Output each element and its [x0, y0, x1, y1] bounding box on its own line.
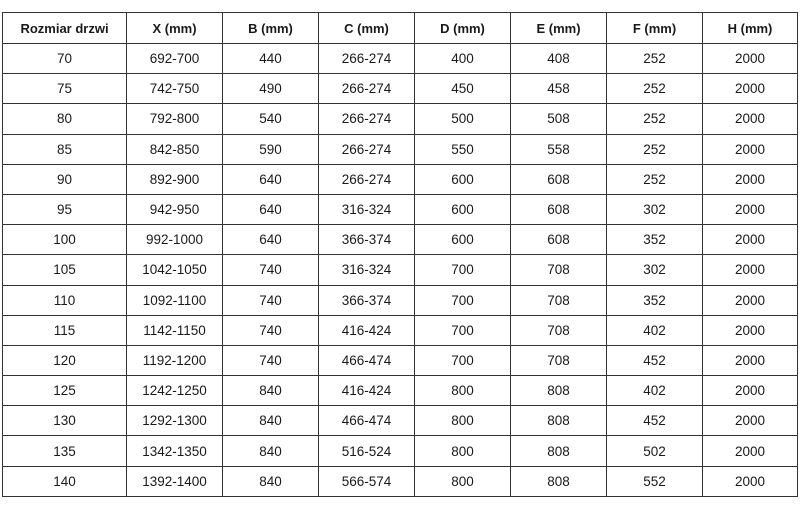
header-cell-1: X (mm)	[127, 13, 223, 44]
table-cell: 100	[3, 225, 127, 255]
table-cell: 800	[415, 376, 511, 406]
table-cell: 302	[607, 194, 703, 224]
table-cell: 740	[223, 345, 319, 375]
table-cell: 608	[511, 194, 607, 224]
table-cell: 708	[511, 255, 607, 285]
table-cell: 742-750	[127, 74, 223, 104]
table-cell: 70	[3, 44, 127, 74]
table-row	[3, 74, 798, 104]
table-cell: 130	[3, 406, 127, 436]
table-cell: 302	[607, 255, 703, 285]
table-head	[3, 13, 798, 44]
table-cell: 540	[223, 104, 319, 134]
table-cell: 266-274	[319, 134, 415, 164]
table-cell: 516-524	[319, 436, 415, 466]
table-cell: 550	[415, 134, 511, 164]
table-cell: 352	[607, 285, 703, 315]
table-cell: 708	[511, 315, 607, 345]
table-cell: 508	[511, 104, 607, 134]
table-cell: 608	[511, 164, 607, 194]
table-cell: 2000	[703, 466, 798, 496]
table-cell: 2000	[703, 345, 798, 375]
table-cell: 1142-1150	[127, 315, 223, 345]
table-cell: 252	[607, 164, 703, 194]
table-cell: 700	[415, 255, 511, 285]
table-cell: 466-474	[319, 406, 415, 436]
header-cell-6: F (mm)	[607, 13, 703, 44]
table-cell: 700	[415, 345, 511, 375]
header-cell-5: E (mm)	[511, 13, 607, 44]
table-cell: 800	[415, 436, 511, 466]
table-cell: 740	[223, 285, 319, 315]
table-cell: 2000	[703, 376, 798, 406]
table-cell: 316-324	[319, 255, 415, 285]
table-cell: 640	[223, 164, 319, 194]
table-row	[3, 436, 798, 466]
table-cell: 692-700	[127, 44, 223, 74]
table-cell: 408	[511, 44, 607, 74]
table-cell: 840	[223, 466, 319, 496]
table-cell: 840	[223, 406, 319, 436]
door-size-table	[2, 12, 798, 497]
table-cell: 400	[415, 44, 511, 74]
table-cell: 266-274	[319, 164, 415, 194]
table-cell: 1192-1200	[127, 345, 223, 375]
table-cell: 2000	[703, 74, 798, 104]
table-cell: 490	[223, 74, 319, 104]
table-cell: 105	[3, 255, 127, 285]
table-cell: 266-274	[319, 74, 415, 104]
table-cell: 800	[415, 406, 511, 436]
table-cell: 366-374	[319, 225, 415, 255]
table-cell: 125	[3, 376, 127, 406]
table-cell: 640	[223, 194, 319, 224]
table-cell: 440	[223, 44, 319, 74]
table-cell: 85	[3, 134, 127, 164]
table-cell: 352	[607, 225, 703, 255]
table-cell: 2000	[703, 255, 798, 285]
header-cell-7: H (mm)	[703, 13, 798, 44]
table-cell: 2000	[703, 315, 798, 345]
table-cell: 1242-1250	[127, 376, 223, 406]
table-cell: 700	[415, 285, 511, 315]
table-cell: 808	[511, 436, 607, 466]
table-cell: 1092-1100	[127, 285, 223, 315]
table-cell: 708	[511, 345, 607, 375]
table-cell: 2000	[703, 285, 798, 315]
table-cell: 2000	[703, 104, 798, 134]
table-cell: 600	[415, 225, 511, 255]
table-row	[3, 255, 798, 285]
table-row	[3, 194, 798, 224]
table-cell: 1042-1050	[127, 255, 223, 285]
table-cell: 566-574	[319, 466, 415, 496]
table-cell: 316-324	[319, 194, 415, 224]
table-row	[3, 164, 798, 194]
table-row	[3, 345, 798, 375]
table-cell: 252	[607, 74, 703, 104]
table-cell: 252	[607, 134, 703, 164]
header-cell-3: C (mm)	[319, 13, 415, 44]
table-cell: 840	[223, 376, 319, 406]
table-cell: 2000	[703, 194, 798, 224]
table-cell: 808	[511, 376, 607, 406]
table-cell: 2000	[703, 436, 798, 466]
table-cell: 558	[511, 134, 607, 164]
table-cell: 502	[607, 436, 703, 466]
table-cell: 402	[607, 376, 703, 406]
table-cell: 75	[3, 74, 127, 104]
table-cell: 366-374	[319, 285, 415, 315]
table-cell: 402	[607, 315, 703, 345]
table-cell: 590	[223, 134, 319, 164]
table-cell: 800	[415, 466, 511, 496]
table-row	[3, 104, 798, 134]
table-cell: 708	[511, 285, 607, 315]
table-cell: 842-850	[127, 134, 223, 164]
table-cell: 892-900	[127, 164, 223, 194]
table-cell: 2000	[703, 164, 798, 194]
table-row	[3, 44, 798, 74]
table-row	[3, 376, 798, 406]
table-cell: 266-274	[319, 104, 415, 134]
table-cell: 452	[607, 345, 703, 375]
table-cell: 2000	[703, 44, 798, 74]
table-cell: 416-424	[319, 376, 415, 406]
table-cell: 942-950	[127, 194, 223, 224]
table-row	[3, 406, 798, 436]
table-cell: 992-1000	[127, 225, 223, 255]
table-cell: 2000	[703, 225, 798, 255]
table-cell: 1292-1300	[127, 406, 223, 436]
table-cell: 840	[223, 436, 319, 466]
table-cell: 252	[607, 104, 703, 134]
table-row	[3, 134, 798, 164]
table-cell: 2000	[703, 134, 798, 164]
table-cell: 808	[511, 466, 607, 496]
table-cell: 608	[511, 225, 607, 255]
table-cell: 740	[223, 255, 319, 285]
table-cell: 115	[3, 315, 127, 345]
table-row	[3, 285, 798, 315]
table-cell: 95	[3, 194, 127, 224]
table-cell: 458	[511, 74, 607, 104]
table-cell: 792-800	[127, 104, 223, 134]
table-cell: 140	[3, 466, 127, 496]
table-cell: 252	[607, 44, 703, 74]
table-cell: 500	[415, 104, 511, 134]
header-row	[3, 13, 798, 44]
table-cell: 700	[415, 315, 511, 345]
table-cell: 80	[3, 104, 127, 134]
table-row	[3, 225, 798, 255]
table-cell: 640	[223, 225, 319, 255]
table-cell: 2000	[703, 406, 798, 436]
table-cell: 266-274	[319, 44, 415, 74]
table-body	[3, 44, 798, 497]
table-cell: 450	[415, 74, 511, 104]
table-row	[3, 466, 798, 496]
table-cell: 110	[3, 285, 127, 315]
table-row	[3, 315, 798, 345]
header-cell-2: B (mm)	[223, 13, 319, 44]
table-cell: 466-474	[319, 345, 415, 375]
table-cell: 135	[3, 436, 127, 466]
table-cell: 552	[607, 466, 703, 496]
table-cell: 740	[223, 315, 319, 345]
table-cell: 1392-1400	[127, 466, 223, 496]
header-cell-0: Rozmiar drzwi	[3, 13, 127, 44]
table-cell: 416-424	[319, 315, 415, 345]
header-cell-4: D (mm)	[415, 13, 511, 44]
table-cell: 452	[607, 406, 703, 436]
table-cell: 90	[3, 164, 127, 194]
table-cell: 600	[415, 164, 511, 194]
table-cell: 600	[415, 194, 511, 224]
table-cell: 120	[3, 345, 127, 375]
table-cell: 1342-1350	[127, 436, 223, 466]
table-cell: 808	[511, 406, 607, 436]
